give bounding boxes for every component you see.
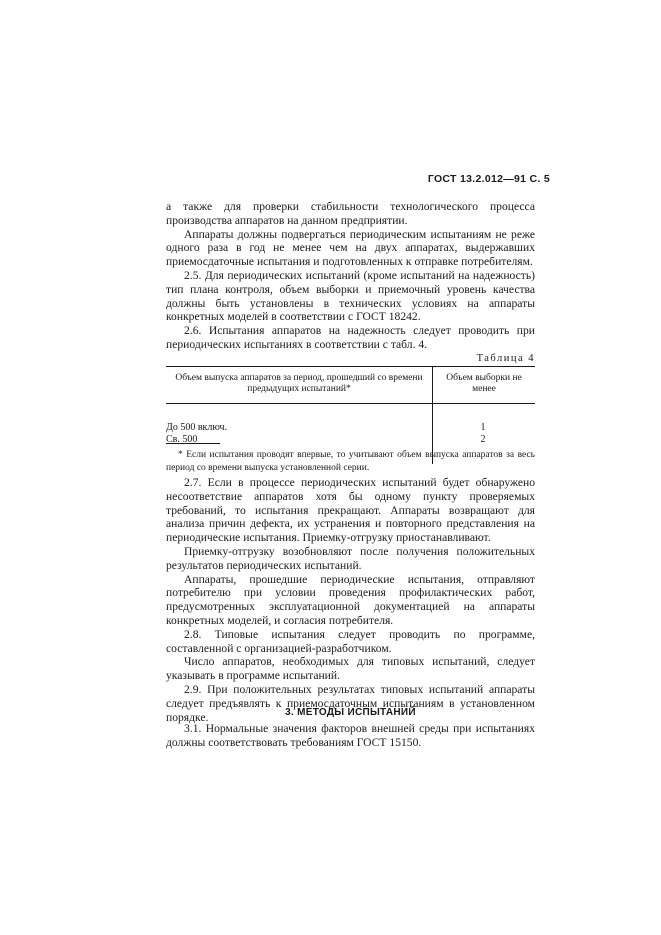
paragraph-2-5: 2.5. Для периодических испытаний (кроме испытаний на надежность) тип плана контроля, объем выборки и приемочный уровень качества должны быть установлены в технических условиях на аппараты конкретных моделей в соответствии с ГОСТ 18242.	[166, 268, 535, 324]
table-header-volume: Объем выпуска аппаратов за период, прошедший со времени предыдущих испытаний*	[166, 367, 433, 404]
paragraph: Число аппаратов, необходимых для типовых испытаний, следует указывать в программе испытаний.	[166, 655, 535, 683]
paragraph-3-1: 3.1. Нормальные значения факторов внешней среды при испытаниях должны соответствовать требованиям ГОСТ 15150.	[166, 722, 535, 749]
table-footnote	[166, 449, 535, 474]
footnote-text: * Если испытания проводят впервые, то учитывают объем выпуска аппаратов за весь период со времени выпуска установленной серии.	[166, 450, 535, 473]
table-header-sample: Объем выборки не менее	[433, 367, 536, 404]
table-header-row	[166, 367, 535, 404]
range-value: Св. 500	[166, 434, 198, 445]
paragraph-2-9: 2.9. При положительных результатах типовых испытаний аппараты следует предъявлять к приемосдаточным испытаниям в установленном порядке.	[166, 682, 535, 724]
paragraph-2-8: 2.8. Типовые испытания следует проводить по программе, составленной с организацией-разработчиком.	[166, 627, 535, 655]
footnote-divider	[166, 443, 220, 444]
paragraph-2-6: 2.6. Испытания аппаратов на надежность следует проводить при периодических испытаниях в соответствии с табл. 4.	[166, 324, 535, 351]
table-caption: Таблица 4	[476, 353, 535, 364]
sample-value: 2	[480, 434, 486, 445]
text-block-methods	[166, 722, 535, 750]
page-header: ГОСТ 13.2.012—91 С. 5	[427, 173, 550, 185]
text-block-intro	[166, 200, 535, 352]
paragraph: Аппараты, прошедшие периодические испытания, отправляют потребителю при условии проведения профилактических работ, предусмотренных эксплуатационной документацией на аппараты конкретных моделей, и согласия потребителя.	[166, 572, 535, 627]
paragraph: Приемку-отгрузку возобновляют после получения положительных результатов периодических испытаний.	[166, 544, 535, 572]
text-block-tests	[166, 476, 535, 724]
sample-value: 1	[480, 422, 486, 433]
paragraph-2-7: 2.7. Если в процессе периодических испытаний будет обнаружено несоответствие аппаратов хотя бы одному пункту проверяемых требований, то испытания прекращают. Аппараты возвращают для анализа причин дефекта, их устранения и повторного представления на периодические испытания. Приемку-отгрузку приостанавливают.	[166, 476, 535, 545]
range-value: До 500 включ.	[166, 422, 228, 433]
paragraph: Аппараты должны подвергаться периодическим испытаниям не реже одного раза в год не менее чем на двух аппаратах, выдержавших приемосдаточные испытания и подготовленных к отправке потребителям.	[166, 227, 535, 269]
paragraph: а также для проверки стабильности технологического процесса производства аппаратов на данном предприятии.	[166, 200, 535, 227]
section-heading: 3. МЕТОДЫ ИСПЫТАНИЙ	[285, 707, 416, 718]
